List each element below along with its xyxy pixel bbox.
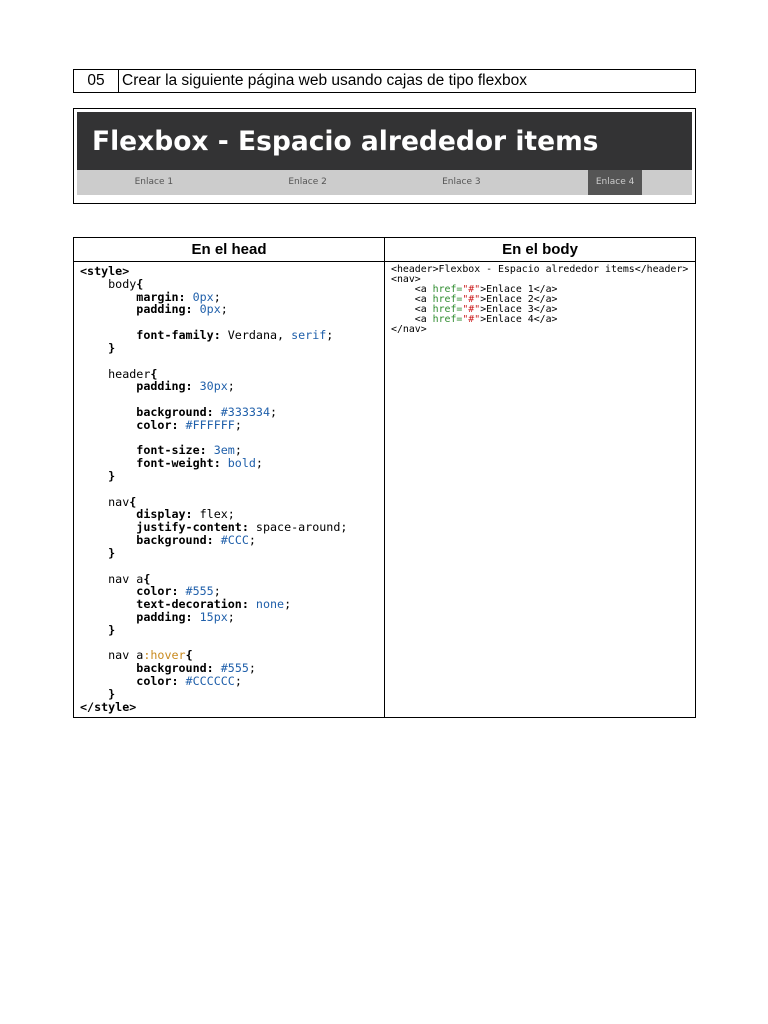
code-line (80, 611, 384, 624)
code-line (391, 315, 695, 325)
code-token: >Enlace 3</a> (480, 304, 558, 315)
code-token: href= (432, 304, 463, 315)
code-line (391, 325, 695, 335)
code-token: </style> (80, 699, 137, 714)
code-token: <a (391, 284, 433, 295)
code-line (80, 624, 384, 637)
code-token: ; (255, 456, 263, 471)
body-column-heading: En el body (385, 238, 695, 262)
code-token: >Enlace 4</a> (480, 314, 558, 325)
head-code-block (80, 265, 384, 713)
code-token: { (136, 276, 144, 291)
code-token: #CCC (213, 533, 249, 548)
code-token: ; (270, 404, 278, 419)
code-line (80, 457, 384, 470)
code-token: 0px (185, 289, 214, 304)
code-token: ; (234, 443, 242, 458)
code-token: ; (248, 661, 256, 676)
code-token: space-around; (248, 520, 348, 535)
code-token: ; (213, 289, 221, 304)
code-token: nav a (80, 571, 144, 586)
code-token: #555 (178, 584, 214, 599)
code-token: flex; (192, 507, 235, 522)
code-token: ; (234, 674, 242, 688)
code-token: { (143, 571, 151, 586)
code-token: color: (80, 417, 179, 432)
code-token: ; (248, 533, 256, 548)
code-token: 0px (192, 302, 221, 317)
code-token: background: (80, 404, 214, 419)
code-token: bold (220, 456, 256, 471)
code-token: none (248, 597, 285, 612)
code-token: serif (291, 328, 327, 343)
code-token: href= (432, 284, 463, 295)
code-token: >Enlace 1</a> (480, 284, 558, 295)
code-token: "#" (462, 304, 481, 315)
code-token: { (129, 494, 137, 509)
code-line (80, 470, 384, 483)
code-token: #333334 (213, 404, 270, 419)
code-token: <nav> (391, 274, 421, 285)
code-token: background: (80, 533, 214, 548)
code-token: } (80, 545, 116, 560)
code-token: nav a (80, 648, 144, 663)
code-token: text-decoration: (80, 597, 249, 612)
code-token: ; (326, 328, 334, 343)
code-token: nav (80, 494, 130, 509)
code-line (80, 329, 384, 342)
code-token: <a (391, 314, 433, 325)
code-token: "#" (462, 314, 481, 325)
code-token: "#" (462, 284, 481, 295)
code-token: padding: (80, 609, 193, 624)
preview-screenshot (73, 108, 696, 204)
code-table (73, 237, 696, 718)
task-description: Crear la siguiente página web usando cajas de tipo flexbox (122, 72, 527, 90)
code-line (80, 419, 384, 432)
nav-link-4: Enlace 4 (588, 170, 642, 195)
task-header-row (73, 69, 696, 93)
preview-nav (77, 170, 692, 195)
code-line (391, 265, 695, 275)
code-token: </nav> (391, 324, 427, 335)
code-token: } (80, 622, 116, 637)
code-token: header (80, 366, 151, 381)
code-token: #CCCCCC (178, 674, 235, 688)
code-token: >Enlace 2</a> (480, 294, 558, 305)
body-code-cell (385, 262, 695, 717)
code-token: ; (227, 379, 235, 394)
code-token: "#" (462, 294, 481, 305)
code-token: } (80, 340, 116, 355)
code-token: <header>Flexbox - Espacio alrededor items</header> (391, 264, 689, 275)
code-token: { (185, 648, 193, 663)
code-token: Verdana, (220, 328, 292, 343)
code-token: <a (391, 294, 433, 305)
code-line (80, 342, 384, 355)
code-token: href= (432, 314, 463, 325)
code-token: justify-content: (80, 520, 249, 535)
code-line (80, 675, 384, 688)
code-token: background: (80, 661, 214, 676)
code-token: ; (227, 609, 235, 624)
code-token: :hover (143, 648, 186, 663)
code-token: { (150, 366, 158, 381)
code-token: } (80, 469, 116, 483)
nav-link-1: Enlace 1 (134, 177, 174, 187)
code-line (80, 701, 384, 714)
head-column-heading: En el head (74, 238, 385, 262)
code-line (80, 534, 384, 547)
nav-link-3: Enlace 3 (442, 177, 481, 187)
task-number: 05 (74, 70, 119, 92)
code-token: padding: (80, 379, 193, 394)
code-line (80, 380, 384, 393)
code-token: color: (80, 584, 179, 599)
code-token: font-size: (80, 443, 207, 458)
code-token: ; (220, 302, 228, 317)
code-token: 15px (192, 609, 228, 624)
head-code-cell (74, 262, 385, 717)
code-token: ; (234, 417, 242, 432)
code-token: color: (80, 674, 179, 688)
code-token: margin: (80, 289, 186, 304)
code-line (80, 303, 384, 316)
code-token: ; (284, 597, 292, 612)
code-token: <a (391, 304, 433, 315)
code-token: font-family: (80, 328, 221, 343)
code-token: #FFFFFF (178, 417, 235, 432)
code-token: body (80, 276, 137, 291)
code-token: ; (213, 584, 221, 599)
body-code-block (391, 265, 695, 335)
code-token: #555 (213, 661, 249, 676)
code-token: <style> (80, 264, 130, 278)
code-token: 30px (192, 379, 228, 394)
code-token: href= (432, 294, 463, 305)
code-token: padding: (80, 302, 193, 317)
code-token: 3em (206, 443, 235, 458)
code-token: display: (80, 507, 193, 522)
nav-link-2: Enlace 2 (288, 177, 327, 187)
code-token: } (80, 686, 116, 701)
code-token: font-weight: (80, 456, 221, 471)
preview-header-title: Flexbox - Espacio alrededor items (92, 125, 599, 157)
code-line (80, 547, 384, 560)
preview-header (77, 112, 692, 170)
